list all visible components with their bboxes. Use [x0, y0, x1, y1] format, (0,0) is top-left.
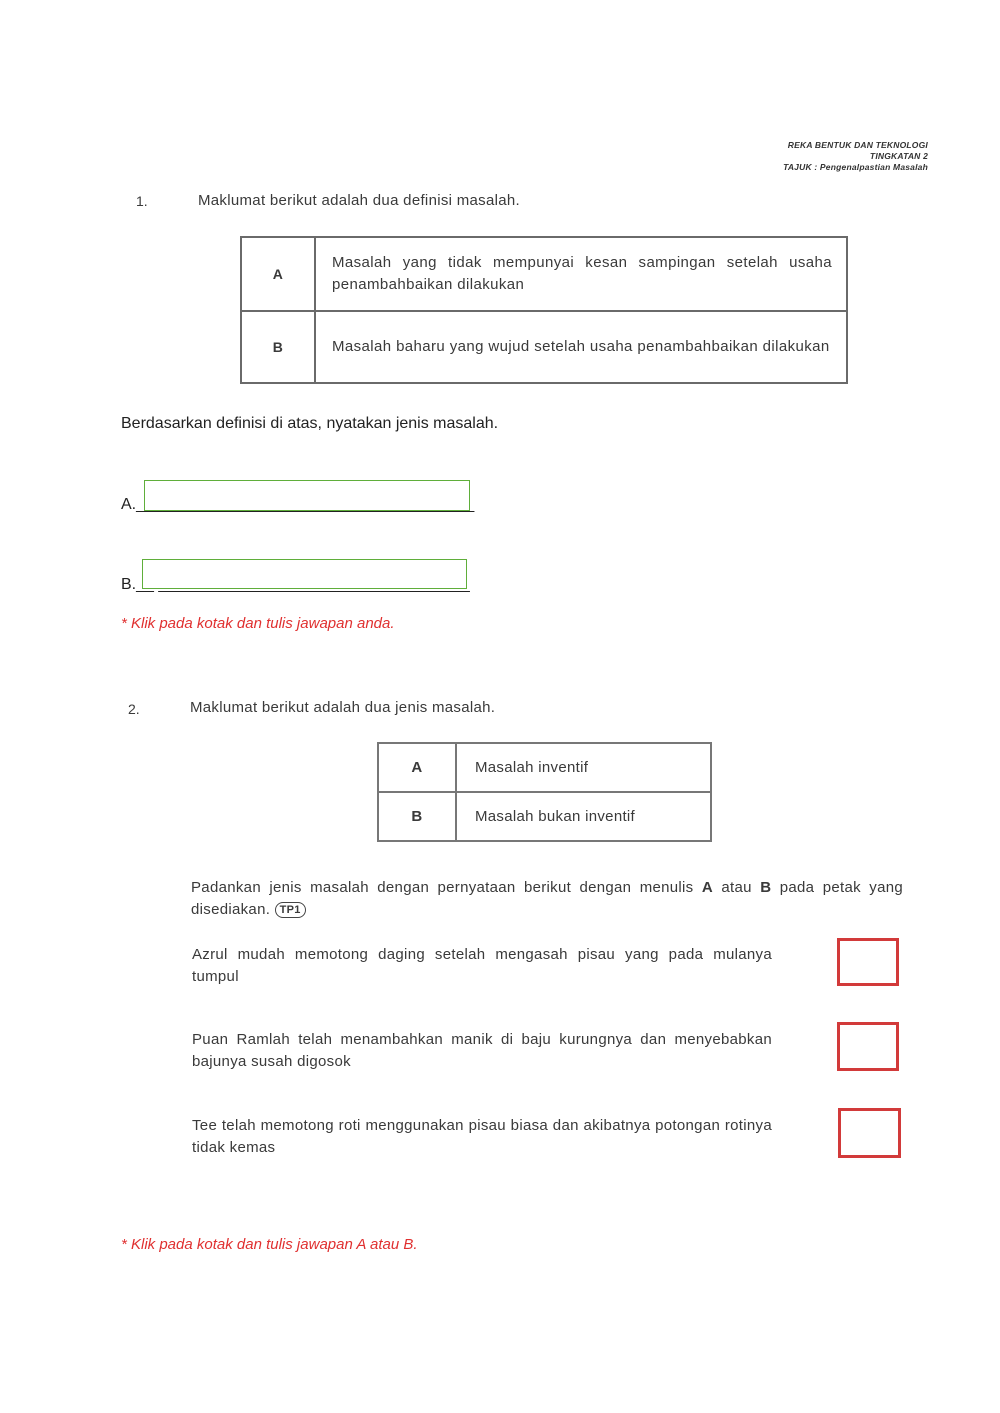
row-type: Masalah inventif — [456, 743, 711, 792]
q2-stem: Maklumat berikut adalah dua jenis masalah. — [190, 699, 496, 716]
q2-hint: * Klik pada kotak dan tulis jawapan A atau B. — [121, 1236, 418, 1253]
answer-a-input[interactable] — [144, 480, 470, 511]
answer-box-1[interactable] — [837, 938, 899, 986]
row-definition: Masalah yang tidak mempunyai kesan sampingan setelah usaha penambahbaikan dilakukan — [315, 237, 847, 311]
q1-hint: * Klik pada kotak dan tulis jawapan anda. — [121, 615, 395, 632]
row-definition: Masalah baharu yang wujud setelah usaha penambahbaikan dilakukan — [315, 311, 847, 383]
table-row — [378, 743, 711, 792]
answer-b-input[interactable] — [142, 559, 467, 589]
row-key: A — [378, 743, 456, 792]
table-row — [241, 237, 847, 311]
answer-box-3[interactable] — [838, 1108, 901, 1158]
answer-a-line: A.______________________________________ — [121, 496, 475, 513]
statement-2: Puan Ramlah telah menambahkan manik di baju kurungnya dan menyebabkan bajunya susah digosok — [192, 1031, 772, 1070]
subject-title: REKA BENTUK DAN TEKNOLOGI — [787, 140, 928, 150]
table-row — [378, 792, 711, 841]
q1-number: 1. — [136, 193, 148, 209]
row-key: B — [378, 792, 456, 841]
statement-1: Azrul mudah memotong daging setelah mengasah pisau yang pada mulanya tumpul — [192, 946, 772, 985]
answer-box-2[interactable] — [837, 1022, 899, 1071]
row-key: A — [241, 237, 315, 311]
statement-3: Tee telah memotong roti menggunakan pisau biasa dan akibatnya potongan rotinya tidak kemas — [192, 1117, 772, 1156]
q2-number: 2. — [128, 701, 140, 717]
row-key: B — [241, 311, 315, 383]
q1-instruction: Berdasarkan definisi di atas, nyatakan jenis masalah. — [121, 415, 499, 432]
q1-stem: Maklumat berikut adalah dua definisi masalah. — [198, 192, 521, 209]
q1-definition-table — [240, 236, 848, 384]
row-type: Masalah bukan inventif — [456, 792, 711, 841]
tp1-badge: TP1 — [275, 902, 306, 918]
topic-title: TAJUK : Pengenalpastian Masalah — [783, 162, 928, 172]
q2-type-table — [377, 742, 712, 842]
form-title: TINGKATAN 2 — [869, 151, 928, 161]
q2-instruction: Padankan jenis masalah dengan pernyataan berikut dengan menulis A atau B pada petak yang disediakan. TP1 — [191, 879, 903, 918]
worksheet-header — [783, 140, 928, 173]
table-row — [241, 311, 847, 383]
answer-b-line: B.__ ___________________________________ — [121, 576, 470, 593]
